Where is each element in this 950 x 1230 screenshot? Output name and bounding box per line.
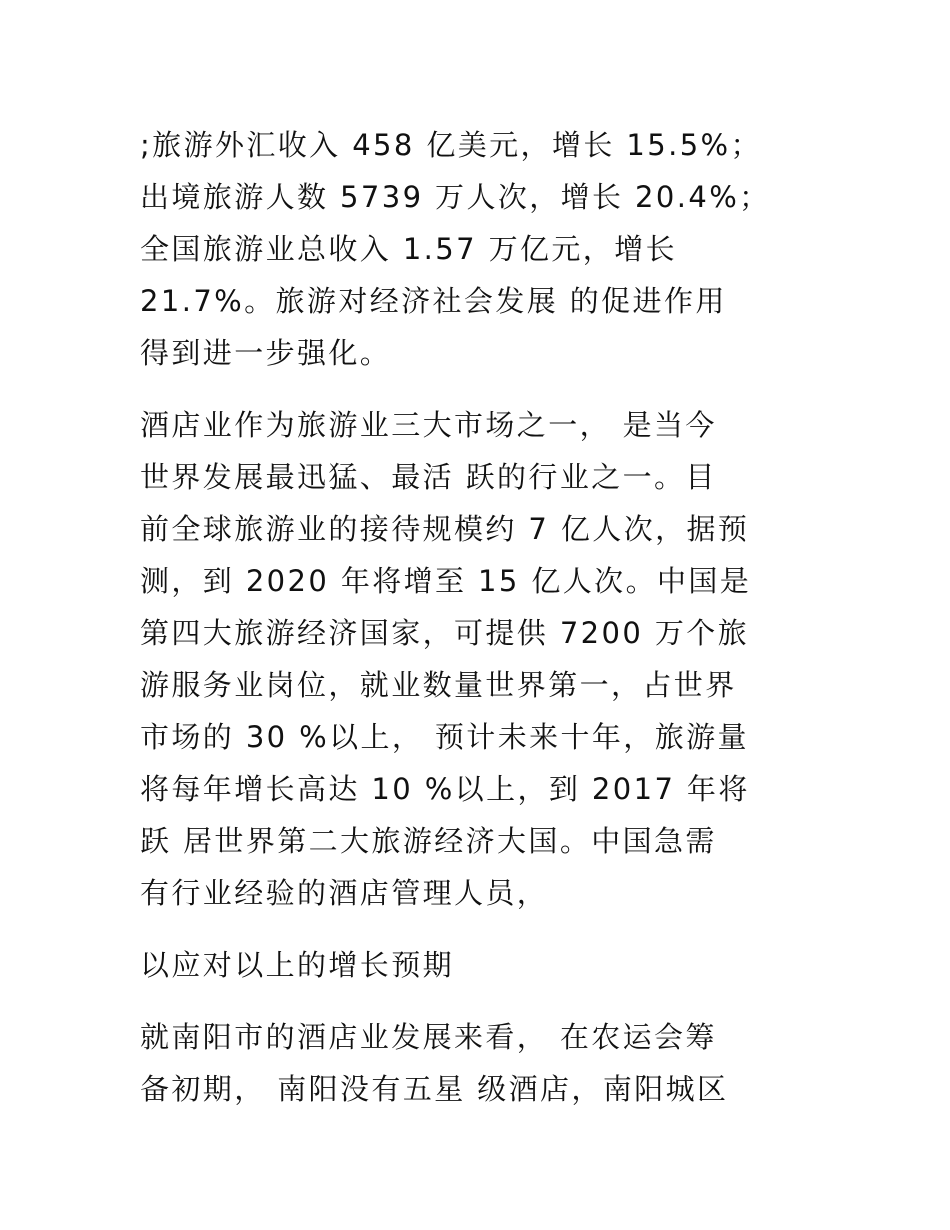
text-line: 测，到 2020 年将增至 15 亿人次。中国是 [140,564,752,598]
text-line: 21.7%。旅游对经济社会发展 的促进作用 [140,284,727,318]
text-line: ;旅游外汇收入 458 亿美元，增长 15.5%； [140,128,762,162]
text-line: 以应对以上的增长预期 [140,948,455,982]
paragraph-growth-expectation [140,939,820,991]
text-line: 前全球旅游业的接待规模约 7 亿人次，据预 [140,512,750,546]
text-line: 游服务业岗位，就业数量世界第一，占世界 [140,668,737,702]
paragraph-hotel-industry [140,399,820,919]
text-line: 有行业经验的酒店管理人员， [140,876,549,910]
text-line: 第四大旅游经济国家，可提供 7200 万个旅 [140,616,750,650]
text-line: 市场的 30 %以上， 预计未来十年，旅游量 [140,720,749,754]
text-line: 世界发展最迅猛、最活 跃的行业之一。目 [140,460,717,494]
text-line: 全国旅游业总收入 1.57 万亿元，增长 [140,232,678,266]
text-line: 出境旅游人数 5739 万人次，增长 20.4%； [140,180,771,214]
paragraph-nanyang-hotels [140,1011,820,1115]
text-line: 备初期， 南阳没有五星 级酒店，南阳城区 [140,1072,729,1106]
text-line: 将每年增长高达 10 %以上，到 2017 年将 [140,772,750,806]
text-line: 就南阳市的酒店业发展来看， 在农运会筹 [140,1020,717,1054]
text-line: 跃 居世界第二大旅游经济大国。中国急需 [140,824,717,858]
paragraph-tourism-statistics [140,119,820,379]
text-line: 得到进一步强化。 [140,336,392,370]
text-line: 酒店业作为旅游业三大市场之一， 是当今 [140,408,717,442]
